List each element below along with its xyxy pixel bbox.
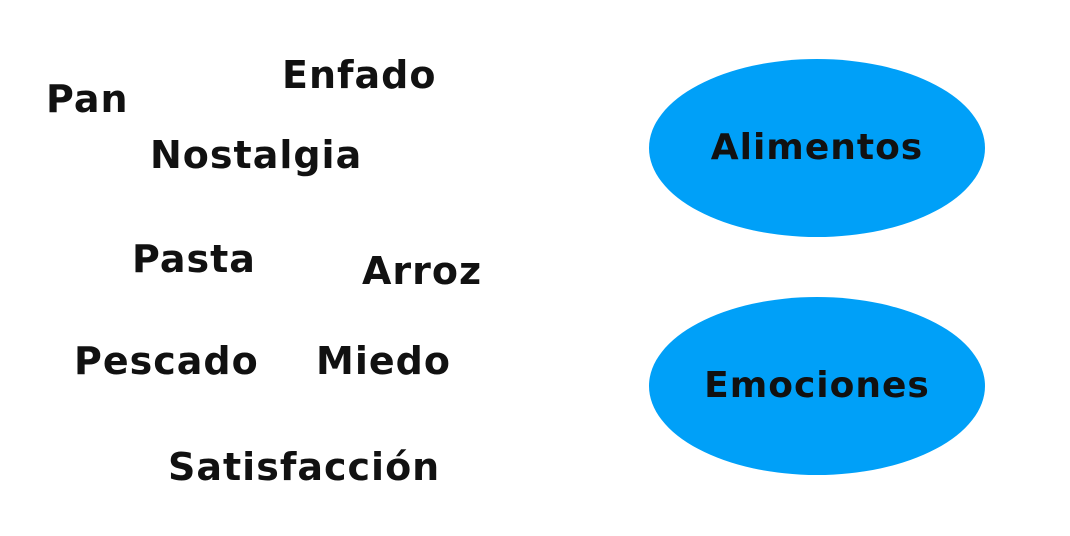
word-card-enfado[interactable]: Enfado: [282, 53, 437, 97]
word-card-miedo[interactable]: Miedo: [316, 339, 451, 383]
category-drop-zone-emociones[interactable]: [649, 297, 985, 475]
word-card-satisfaccion[interactable]: Satisfacción: [168, 445, 441, 489]
category-label-emociones: Emociones: [704, 365, 930, 406]
word-card-pescado[interactable]: Pescado: [74, 339, 259, 383]
word-card-pan[interactable]: Pan: [46, 77, 129, 121]
word-card-arroz[interactable]: Arroz: [362, 249, 483, 293]
category-drop-zone-alimentos[interactable]: [649, 59, 985, 237]
word-card-nostalgia[interactable]: Nostalgia: [150, 133, 363, 177]
word-card-pasta[interactable]: Pasta: [132, 237, 256, 281]
category-label-alimentos: Alimentos: [710, 127, 924, 168]
